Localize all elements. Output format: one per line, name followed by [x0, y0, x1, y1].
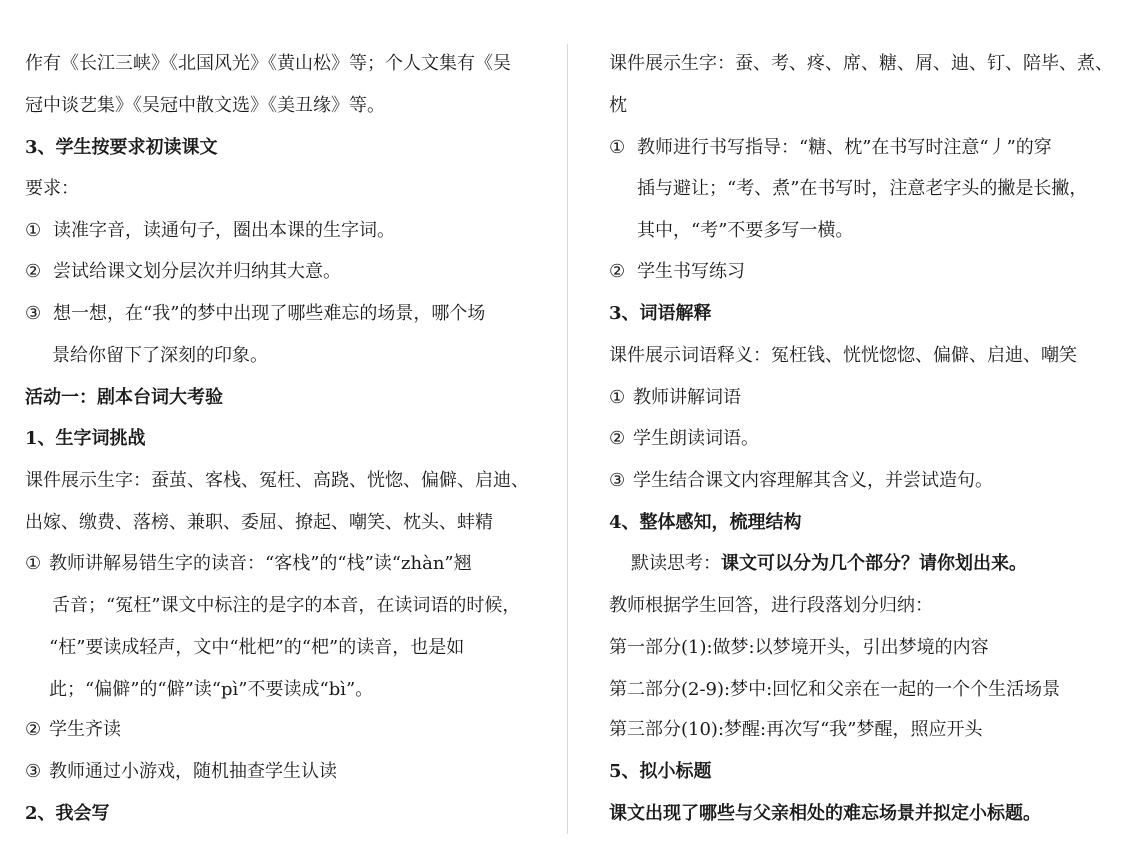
item-number: ①: [25, 553, 42, 574]
question-line: [631, 552, 1027, 576]
item-number: ②: [609, 428, 626, 449]
section-heading: 3、词语解释: [609, 303, 712, 324]
question-prefix: 默读思考：: [631, 553, 721, 574]
section-heading: 4、整体感知，梳理结构: [609, 512, 802, 533]
list-item: [609, 386, 741, 410]
text-line: 其中，“考”不要多写一横。: [637, 220, 854, 241]
list-item: [25, 718, 121, 742]
text-line: 枕: [609, 95, 627, 116]
item-text: 读准字音，读通句子，圈出本课的生字词。: [53, 220, 395, 241]
column-divider: [567, 44, 568, 834]
list-item: [609, 260, 745, 284]
text-line: 冠中谈艺集》《吴冠中散文选》《美丑缘》等。: [25, 95, 385, 116]
item-text: 学生书写练习: [637, 261, 745, 282]
list-item: [609, 427, 759, 451]
question-text: 课文可以分为几个部分？请你划出来。: [721, 553, 1027, 574]
item-number: ②: [609, 261, 626, 282]
text-line: 作有《长江三峡》《北国风光》《黄山松》等；个人文集有《吴: [25, 53, 511, 74]
item-number: ②: [25, 719, 42, 740]
item-text: 学生结合课文内容理解其含义，并尝试造句。: [633, 470, 993, 491]
item-number: ②: [25, 261, 42, 282]
item-text: 教师通过小游戏，随机抽查学生认读: [49, 761, 337, 782]
list-item: [609, 469, 993, 493]
text-line: 插与避让；“考、煮”在书写时，注意老字头的撇是长撇，: [637, 178, 1088, 199]
text-line: 第二部分(2-9):梦中:回忆和父亲在一起的一个个生活场景: [609, 679, 1061, 700]
text-line: 课件展示词语释义：冤枉钱、恍恍惚惚、偏僻、启迪、嘲笑: [609, 345, 1077, 366]
section-heading: 5、拟小标题: [609, 761, 712, 782]
text-line: 课件展示生字：蚕茧、客栈、冤枉、高跷、恍惚、偏僻、启迪、: [25, 470, 529, 491]
section-heading: 1、生字词挑战: [25, 428, 146, 449]
text-line: 第一部分(1):做梦:以梦境开头，引出梦境的内容: [609, 637, 989, 658]
list-item: [25, 260, 341, 284]
text-line: 课件展示生字：蚕、考、疼、席、糖、屑、迪、钉、陪毕、煮、: [609, 53, 1113, 74]
item-text: 教师讲解易错生字的读音：“客栈”的“栈”读“zhàn”翘: [49, 553, 472, 574]
text-line: 要求：: [25, 178, 79, 199]
item-text: 教师讲解词语: [633, 387, 741, 408]
activity-heading: 活动一：剧本台词大考验: [25, 387, 223, 408]
item-number: ③: [609, 470, 626, 491]
text-line: “枉”要读成轻声，文中“枇杷”的“杷”的读音，也是如: [49, 637, 465, 658]
list-item: [609, 136, 1052, 160]
item-number: ③: [25, 761, 42, 782]
item-number: ①: [609, 387, 626, 408]
item-number: ①: [609, 137, 626, 158]
item-text: 教师进行书写指导：“糖、枕”在书写时注意“丿”的穿: [637, 137, 1052, 158]
text-line: 第三部分(10):梦醒:再次写“我”梦醒，照应开头: [609, 719, 983, 740]
item-text: 学生朗读词语。: [633, 428, 759, 449]
section-heading: 2、我会写: [25, 803, 110, 824]
text-line: 此；“偏僻”的“僻”读“pì”不要读成“bì”。: [49, 679, 374, 700]
list-item: [25, 760, 337, 784]
item-text: 尝试给课文划分层次并归纳其大意。: [53, 261, 341, 282]
text-line: 出嫁、缴费、落榜、兼职、委屈、撩起、嘲笑、枕头、蚌精: [25, 512, 493, 533]
item-text: 想一想，在“我”的梦中出现了哪些难忘的场景，哪个场: [53, 303, 486, 324]
text-line: 景给你留下了深刻的印象。: [52, 345, 268, 366]
text-line: 课文出现了哪些与父亲相处的难忘场景并拟定小标题。: [609, 803, 1041, 824]
text-line: 教师根据学生回答，进行段落划分归纳：: [609, 595, 933, 616]
list-item: [25, 552, 472, 576]
text-line: 舌音；“冤枉”课文中标注的是字的本音，在读词语的时候，: [52, 595, 521, 616]
list-item: [25, 219, 395, 243]
section-heading: 3、学生按要求初读课文: [25, 137, 218, 158]
item-text: 学生齐读: [49, 719, 121, 740]
item-number: ③: [25, 303, 42, 324]
list-item: [25, 302, 485, 326]
item-number: ①: [25, 220, 42, 241]
